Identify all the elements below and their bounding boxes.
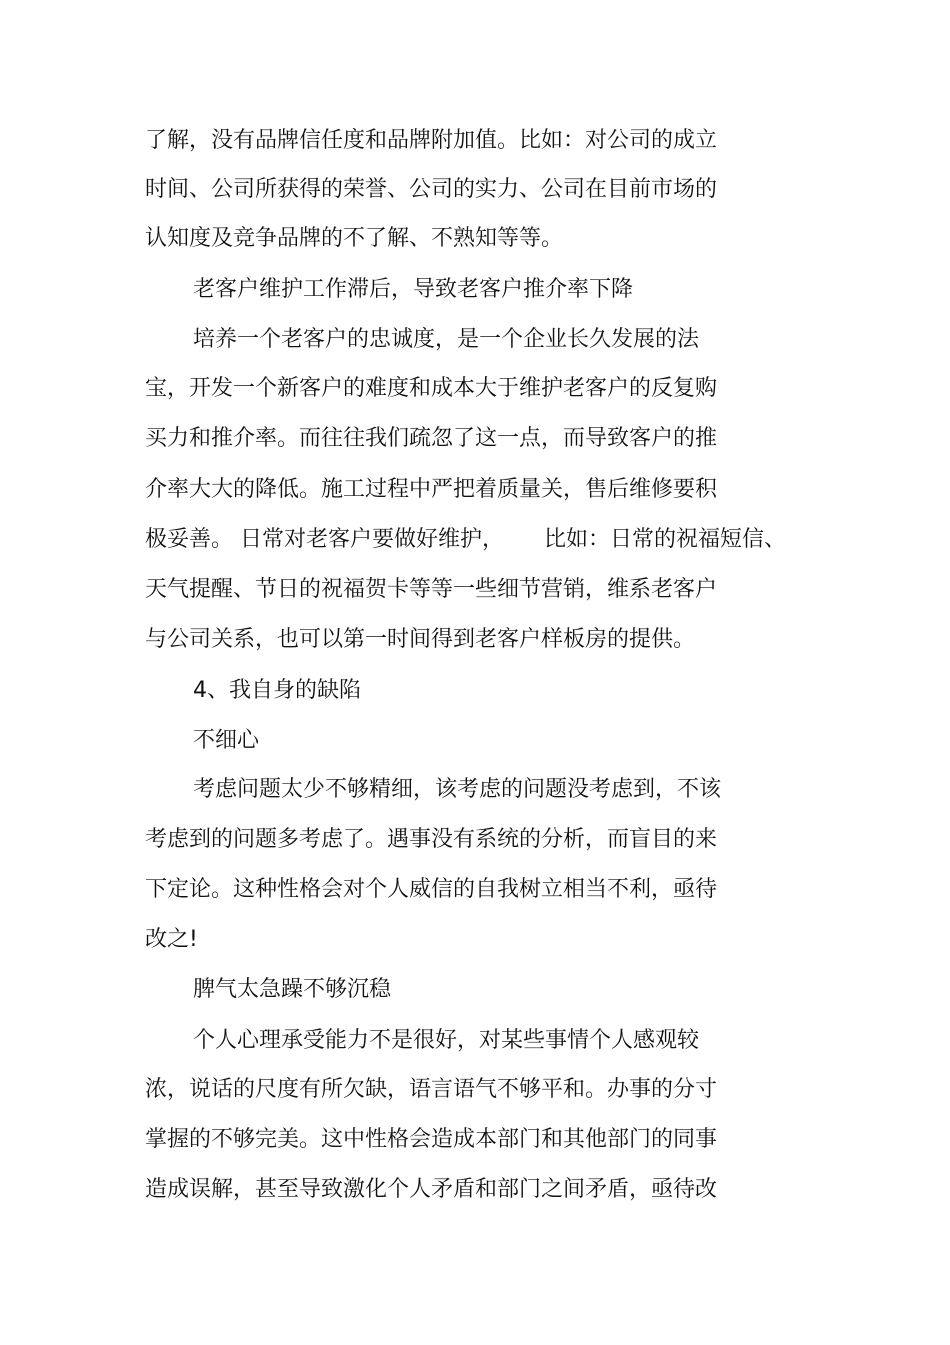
text-line-21: 浓，说话的尺度有所欠缺，语言语气不够平和。办事的分寸 <box>145 1077 718 1102</box>
text-line-9a: 极妥善。 日常对老客户要做好维护， <box>145 527 504 552</box>
text-line-6: 宝，开发一个新客户的难度和成本大于维护老客户的反复购 <box>145 376 718 401</box>
text-line-17: 下定论。这种性格会对个人威信的自我树立相当不利，亟待 <box>145 877 718 902</box>
subheading-careless: 不细心 <box>193 728 260 753</box>
text-line-2: 时间、公司所获得的荣誉、公司的实力、公司在目前市场的 <box>145 177 718 202</box>
text-line-16: 考虑到的问题多考虑了。遇事没有系统的分析，而盲目的来 <box>145 827 718 852</box>
text-line-7: 买力和推介率。而往往我们疏忽了这一点，而导致客户的推 <box>145 426 718 451</box>
text-line-3: 认知度及竞争品牌的不了解、不熟知等等。 <box>145 226 564 251</box>
text-line-5: 培养一个老客户的忠诚度，是一个企业长久发展的法 <box>193 327 700 352</box>
text-line-9b: 比如：日常的祝福短信、 <box>544 527 787 552</box>
section-heading-self-defects: 4、我自身的缺陷 <box>193 678 361 703</box>
text-line-1: 了解，没有品牌信任度和品牌附加值。比如：对公司的成立 <box>145 128 718 153</box>
text-line-11: 与公司关系，也可以第一时间得到老客户样板房的提供。 <box>145 627 696 652</box>
section-heading-old-customers: 老客户维护工作滞后，导致老客户推介率下降 <box>193 277 634 302</box>
text-line-15: 考虑问题太少不够精细，该考虑的问题没考虑到，不该 <box>193 777 722 802</box>
text-line-18: 改之! <box>145 927 198 952</box>
text-line-22: 掌握的不够完美。这中性格会造成本部门和其他部门的同事 <box>145 1127 718 1152</box>
text-line-23: 造成误解，甚至导致激化个人矛盾和部门之间矛盾，亟待改 <box>145 1177 718 1202</box>
text-line-10: 天气提醒、节日的祝福贺卡等等一些细节营销，维系老客户 <box>145 577 718 602</box>
text-line-8: 介率大大的降低。施工过程中严把着质量关，售后维修要积 <box>145 477 718 502</box>
subheading-temper: 脾气太急躁不够沉稳 <box>193 977 392 1002</box>
text-line-20: 个人心理承受能力不是很好，对某些事情个人感观较 <box>193 1028 700 1053</box>
